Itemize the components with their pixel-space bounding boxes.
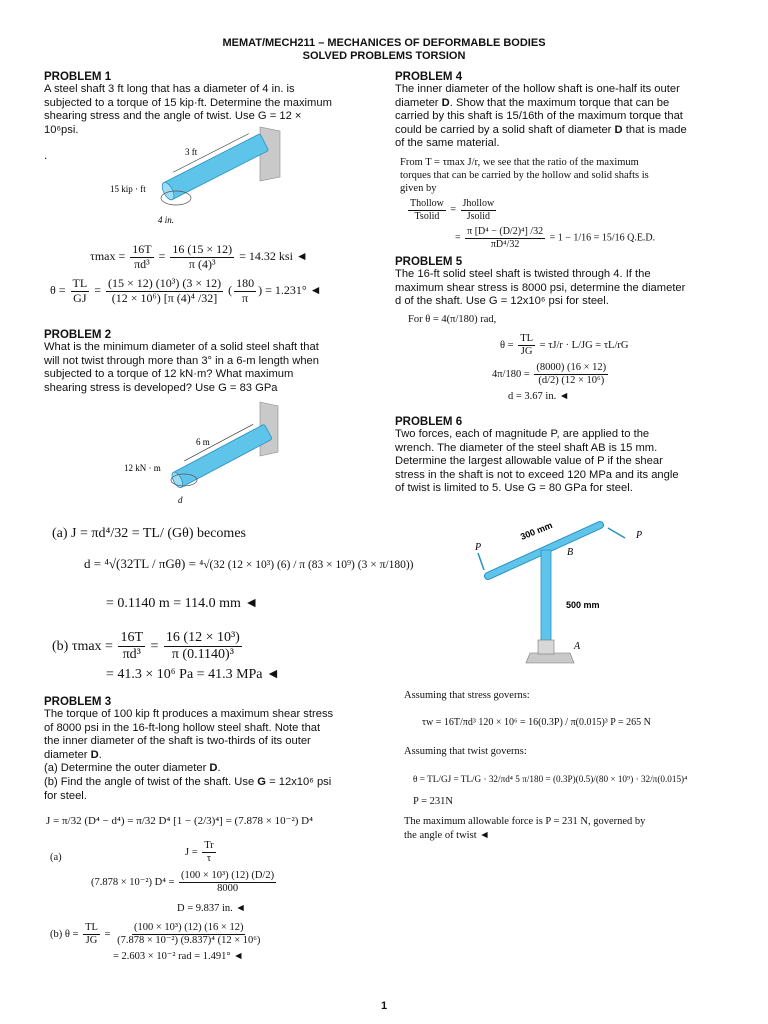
p3-eq-a1: [185, 840, 218, 865]
eq-den: (12 × 10⁶) [π (4)⁴ /32]: [111, 290, 218, 305]
eq-result: = 14.32 ksi ◄: [239, 249, 308, 264]
statement-line: of 8000 psi in the 16-ft-long hollow steel shaft. Note that: [44, 721, 321, 734]
eq-result: = 1.231° ◄: [265, 283, 322, 298]
problem-4-statement: [395, 83, 735, 151]
eq-num: Tr: [202, 840, 216, 853]
eq-result: = 1 − 1/16 = 15/16 Q.E.D.: [549, 232, 656, 244]
eq-equals: =: [150, 638, 159, 654]
shaft: [162, 134, 269, 201]
problem-6-statement: [395, 428, 735, 496]
conclusion-line: The maximum allowable force is P = 231 N, governed by: [404, 816, 646, 827]
eq-den: GJ: [73, 290, 87, 305]
eq-num: 16 (15 × 12): [172, 242, 233, 256]
problem-2-statement: [44, 341, 374, 395]
eq-lhs: θ =: [50, 283, 66, 298]
force-arrow-left: [478, 553, 484, 570]
document-subtitle: SOLVED PROBLEMS TORSION: [302, 50, 466, 62]
p2-eq-b2: = 41.3 × 10⁶ Pa = 41.3 MPa ◄: [106, 667, 280, 682]
eq-den: πd³: [122, 647, 141, 663]
statement-line: [44, 749, 374, 763]
p3-eq-j: J = π/32 (D⁴ − d⁴) = π/32 D⁴ [1 − (2/3)⁴] = (7.878 × 10⁻²) D⁴: [46, 815, 313, 827]
statement-line: A steel shaft 3 ft long that has a diameter of 4 in. is: [44, 83, 295, 95]
problem-4-title: PROBLEM 4: [395, 71, 463, 83]
problem-5-statement: [395, 268, 735, 309]
problem-3-title: PROBLEM 3: [44, 696, 112, 708]
eq-lhs: (7.878 × 10⁻²) D⁴ =: [91, 876, 175, 888]
eq-root: ⁴√(32 (12 × 10³) (6) / π (83 × 10⁹) (3 × π/180)): [199, 559, 414, 571]
force-label-left: P: [475, 542, 482, 553]
eq-num: (100 × 10³) (12) (D/2): [179, 870, 276, 883]
eq-den: (7.878 × 10⁻²) (9.837)⁴ (12 × 10⁶): [117, 935, 261, 947]
conclusion-line: the angle of twist ◄: [404, 830, 490, 841]
text-run: .: [98, 748, 102, 761]
force-arrow-right: [608, 528, 625, 538]
p3-eq-b1: [50, 922, 264, 947]
p6-eq-twist: θ = TL/GJ = TL/G · 32/πd⁴ 5 π/180 = (0.3P)(0.5)/(80 × 10⁹) · 32/π(0.015)⁴: [413, 774, 688, 784]
eq-num: Thollow: [410, 198, 444, 209]
eq-lhs: 4π/180 =: [492, 368, 530, 380]
text-run: = 12x10⁶ psi: [266, 775, 332, 788]
eq-den: (d/2) (12 × 10⁶): [538, 375, 605, 387]
point-b-label: B: [567, 547, 574, 558]
text-run: (b) Find the angle of twist of the shaft. Use: [44, 775, 258, 788]
symbol-bold: D: [614, 123, 623, 136]
p2-eq-a1: (a) J = πd⁴/32 = TL/ (Gθ) becomes: [52, 526, 246, 541]
eq-equals: =: [188, 556, 196, 571]
problem-1-title: PROBLEM 1: [44, 71, 112, 83]
problem-6-title: PROBLEM 6: [395, 416, 463, 428]
statement-line: The torque of 100 kip ft produces a maximum shear stress: [44, 708, 334, 720]
statement-line: subjected to a torque of 12 kN·m? What maximum: [44, 368, 294, 381]
eq-num: 180: [236, 276, 255, 290]
shaft: [172, 424, 273, 488]
problem-3-statement: [44, 708, 374, 803]
statement-line: 10⁶psi.: [44, 123, 79, 136]
statement-line: [44, 776, 374, 790]
p4-eq-result: [455, 226, 655, 250]
eq-num: (8000) (16 × 12): [534, 362, 608, 375]
text-run: that is made: [622, 123, 687, 136]
text-run: . Show that the maximum torque that can be: [449, 96, 670, 109]
p3-eq-a2: [91, 870, 278, 895]
p6-stress-heading: Assuming that stress governs:: [404, 690, 530, 701]
text-run: diameter: [395, 96, 442, 109]
statement-line: Determine the largest allowable value of P if the shear: [395, 455, 663, 468]
p2-eq-b1: [52, 630, 244, 663]
page-number: 1: [380, 1000, 388, 1012]
length-300-label: 300 mm: [519, 520, 554, 542]
statement-line: of the same material.: [395, 137, 500, 150]
eq-num: TL: [72, 276, 88, 290]
base-collar: [538, 640, 554, 654]
length-500-label: 500 mm: [566, 600, 600, 610]
eq-den: πD⁴/32: [490, 238, 520, 250]
problem-2-figure: [120, 400, 290, 510]
eq-den: 8000: [217, 883, 239, 895]
p3-eq-a-tag: (a): [50, 852, 62, 863]
p4-solution-text: [400, 156, 649, 195]
eq-den: τ: [206, 853, 212, 865]
p2-eq-a2: [84, 556, 414, 572]
eq-den: π (0.1140)³: [171, 647, 234, 663]
point-a-label: A: [574, 641, 581, 652]
eq-den: πd³: [134, 256, 150, 271]
eq-lhs: J =: [185, 846, 198, 858]
statement-line: [44, 762, 374, 776]
solution-line: given by: [400, 183, 437, 194]
eq-lhs: θ =: [500, 339, 514, 351]
p1-eq-twist: θ = $\frac{TL}{GJ}$ = $\frac{\text{(15 × 12) (10³) (3 × 12)}}{\text{(12 × 10⁶) [π (4)⁴ /32]}}$ ( $\frac{180}{\pi}$ ) = 1.231° ◄: [50, 276, 322, 305]
eq-num: π [D⁴ − (D/2)⁴] /32: [467, 226, 544, 237]
p6-eq-stress: τw = 16T/πd³ 120 × 10⁶ = 16(0.3P) / π(0.015)³ P = 265 N: [422, 717, 651, 728]
eq-lhs: (b) τmax =: [52, 638, 113, 654]
length-label: 6 m: [196, 437, 210, 447]
eq-lhs: d =: [84, 556, 102, 571]
base-support: [526, 653, 574, 663]
stray-dot: .: [44, 148, 48, 162]
statement-line: maximum shear stress is 8000 psi, determine the diameter: [395, 281, 686, 294]
statement-line: shearing stress and the angle of twist. Use G = 12 ×: [44, 110, 302, 123]
statement-line: The inner diameter of the hollow shaft is one-half its outer: [395, 83, 680, 95]
solution-line: From T = τmax J/r, we see that the ratio of the maximum: [400, 157, 639, 168]
statement-line: What is the minimum diameter of a solid steel shaft that: [44, 341, 319, 353]
symbol-bold: D: [90, 748, 99, 761]
eq-root: ⁴√(32TL / πGθ): [104, 556, 186, 571]
statement-line: d of the shaft. Use G = 12x10⁶ psi for steel.: [395, 295, 609, 308]
statement-line: stress in the shaft is not to exceed 120 MPa and its angle: [395, 468, 679, 481]
statement-line: [395, 124, 735, 138]
eq-den: π (4)³: [188, 256, 216, 271]
torque-label: 15 kip · ft: [110, 184, 146, 194]
eq-num: TL: [83, 922, 100, 935]
text-run: could be carried by a solid shaft of diameter: [395, 123, 615, 136]
eq-num: (15 × 12) (10³) (3 × 12): [107, 276, 222, 290]
diameter-label: 4 in.: [158, 215, 175, 225]
eq-num: Jhollow: [462, 198, 495, 209]
eq-equals: =: [455, 232, 461, 244]
solution-line: torques that can be carried by the hollow and solid shafts is: [400, 170, 649, 181]
eq-equals: =: [158, 249, 166, 264]
text-run: diameter: [44, 748, 91, 761]
statement-line: Two forces, each of magnitude P, are applied to the: [395, 428, 650, 440]
force-label-right: P: [636, 530, 643, 541]
text-run: .: [217, 762, 221, 775]
statement-line: subjected to a torque of 15 kip·ft. Determine the maximum: [44, 96, 332, 109]
document-title: MEMAT/MECH211 – MECHANICES OF DEFORMABLE BODIES: [222, 37, 546, 49]
statement-line: will not twist through more than 3° in a 6-m length when: [44, 354, 319, 367]
p5-eq-2: [492, 362, 610, 387]
statement-line: carried by this shaft is 15/16th of the maximum torque that: [395, 110, 683, 123]
problem-5-title: PROBLEM 5: [395, 256, 463, 268]
p6-conclusion: [404, 815, 645, 843]
eq-equals: =: [450, 204, 457, 216]
eq-den: Tsolid: [414, 210, 440, 222]
symbol-bold: D: [441, 96, 450, 109]
statement-line: [395, 97, 735, 111]
eq-den: Jsolid: [466, 210, 491, 222]
p5-eq-1: [500, 333, 628, 358]
eq-lhs: (b) θ =: [50, 928, 79, 940]
statement-line: the inner diameter of the shaft is two-thirds of its outer: [44, 735, 311, 748]
statement-line: of twist is limited to 5. Use G = 80 GPa for steel.: [395, 482, 633, 495]
diameter-label: d: [178, 495, 183, 505]
eq-num: TL: [518, 333, 535, 346]
torque-label: 12 kN · m: [124, 463, 161, 473]
shaft-ab: [541, 550, 551, 648]
eq-result: = τJ/r · L/JG = τL/rG: [539, 339, 629, 351]
p4-eq-ratio: [406, 198, 498, 222]
eq-den: JG: [520, 346, 533, 358]
statement-line: shearing stress is developed? Use G = 83 GPa: [44, 381, 278, 394]
eq-num: 16T: [132, 242, 152, 256]
p2-eq-a3: = 0.1140 m = 114.0 mm ◄: [106, 596, 259, 611]
eq-num: (100 × 10³) (12) (16 × 12): [132, 922, 245, 935]
eq-equals: =: [104, 928, 111, 940]
eq-lhs: τmax =: [90, 249, 126, 264]
p3-eq-a3: D = 9.837 in. ◄: [177, 903, 246, 914]
p6-eq-p: P = 231N: [413, 796, 453, 807]
eq-den: JG: [85, 935, 98, 947]
length-label: 3 ft: [185, 147, 198, 157]
text-run: (a) Determine the outer diameter: [44, 762, 210, 775]
symbol-bold: G: [257, 775, 266, 788]
statement-line: The 16-ft solid steel shaft is twisted through 4. If the: [395, 268, 651, 280]
statement-line: wrench. The diameter of the steel shaft AB is 15 mm.: [395, 441, 658, 454]
p6-twist-heading: Assuming that twist governs:: [404, 746, 527, 757]
eq-den: π: [242, 290, 249, 305]
wall: [260, 127, 280, 181]
eq-equals: =: [94, 283, 101, 298]
problem-6-figure: [470, 508, 660, 673]
p5-eq-intro: For θ = 4(π/180) rad,: [408, 314, 497, 325]
p3-eq-b2: = 2.603 × 10⁻² rad = 1.491° ◄: [113, 951, 244, 962]
p1-eq-stress: [90, 243, 308, 272]
problem-2-title: PROBLEM 2: [44, 329, 112, 341]
symbol-bold: D: [209, 762, 218, 775]
problem-1-figure: [100, 125, 290, 235]
eq-num: 16 (12 × 10³): [164, 630, 242, 647]
statement-line: for steel.: [44, 789, 87, 802]
p5-eq-3: d = 3.67 in. ◄: [508, 391, 570, 402]
eq-num: 16T: [118, 630, 145, 647]
